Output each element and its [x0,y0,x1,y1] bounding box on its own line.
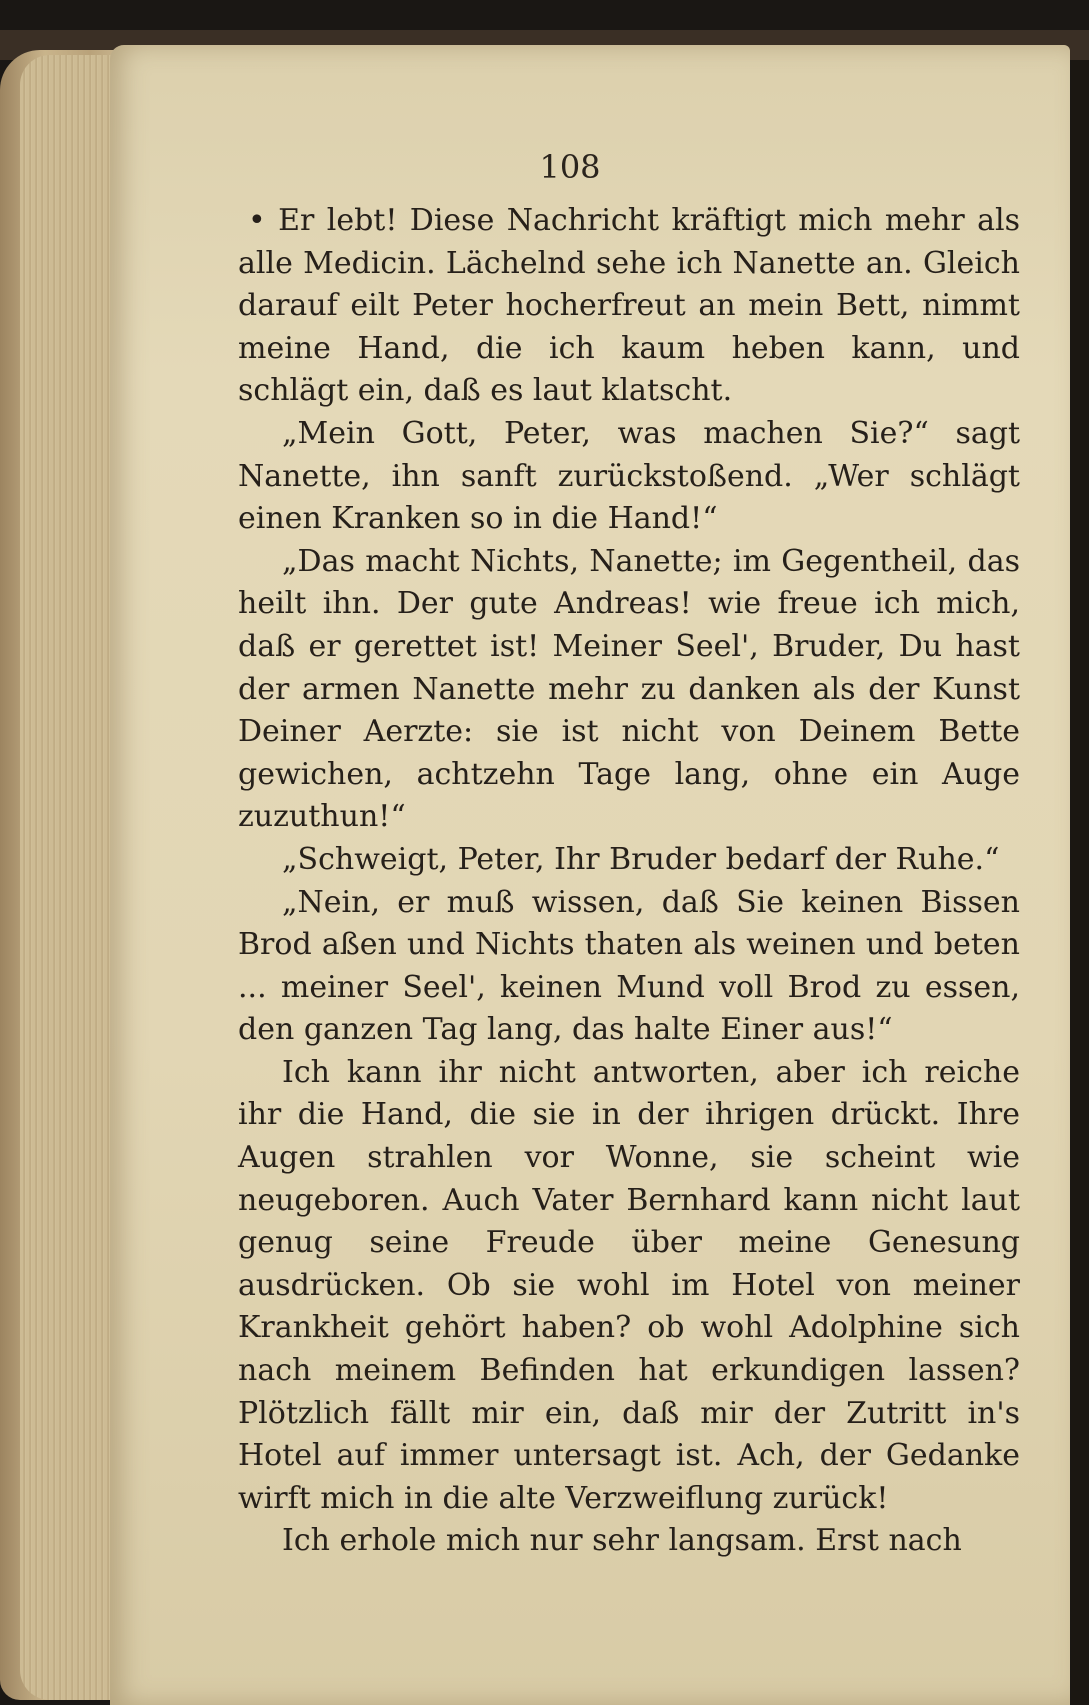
body-text [238,200,1020,1563]
paragraph: Ich kann ihr nicht antworten, aber ich reiche ihr die Hand, die sie in der ihrigen drückt. Ihre Augen strahlen vor Wonne, sie scheint wie neugeboren. Auch Vater Bernhard kann nicht laut genug seine Freude über meine Genesung ausdrücken. Ob sie wohl im Hotel von meiner Krankheit gehört haben? ob wohl Adolphine sich nach meinem Befinden hat erkundigen lassen? Plötzlich fällt mir ein, daß mir der Zutritt in's Hotel auf immer untersagt ist. Ach, der Gedanke wirft mich in die alte Verzweiflung zurück! [238,1054,1020,1516]
paragraph: • Er lebt! Diese Nachricht kräftigt mich mehr als alle Medicin. Lächelnd sehe ich Nanette an. Gleich darauf eilt Peter hocherfreut an mein Bett, nimmt meine Hand, die ich kaum heben kann, und schlägt ein, daß es laut klatscht. [238,203,1020,409]
paragraph: Ich erhole mich nur sehr langsam. Erst nach [282,1523,962,1559]
background-strip [1071,60,1089,1705]
paragraph: „Das macht Nichts, Nanette; im Gegentheil, das heilt ihn. Der gute Andreas! wie freue ich mich, daß er gerettet ist! Meiner Seel', Bruder, Du hast der armen Nanette mehr zu danken als der Kunst Deiner Aerzte: sie ist nicht von Deinem Bette gewichen, achtzehn Tage lang, ohne ein Auge zuzuthun!“ [238,543,1020,835]
page-number: 108 [539,148,601,186]
paragraph: „Nein, er muß wissen, daß Sie keinen Bissen Brod aßen und Nichts thaten als weinen und beten ... meiner Seel', keinen Mund voll Brod zu essen, den ganzen Tag lang, das halte Einer aus!“ [238,884,1020,1048]
paragraph: „Mein Gott, Peter, was machen Sie?“ sagt Nanette, ihn sanft zurückstoßend. „Wer schlägt einen Kranken so in die Hand!“ [238,415,1020,537]
paragraph: „Schweigt, Peter, Ihr Bruder bedarf der Ruhe.“ [282,841,1000,877]
